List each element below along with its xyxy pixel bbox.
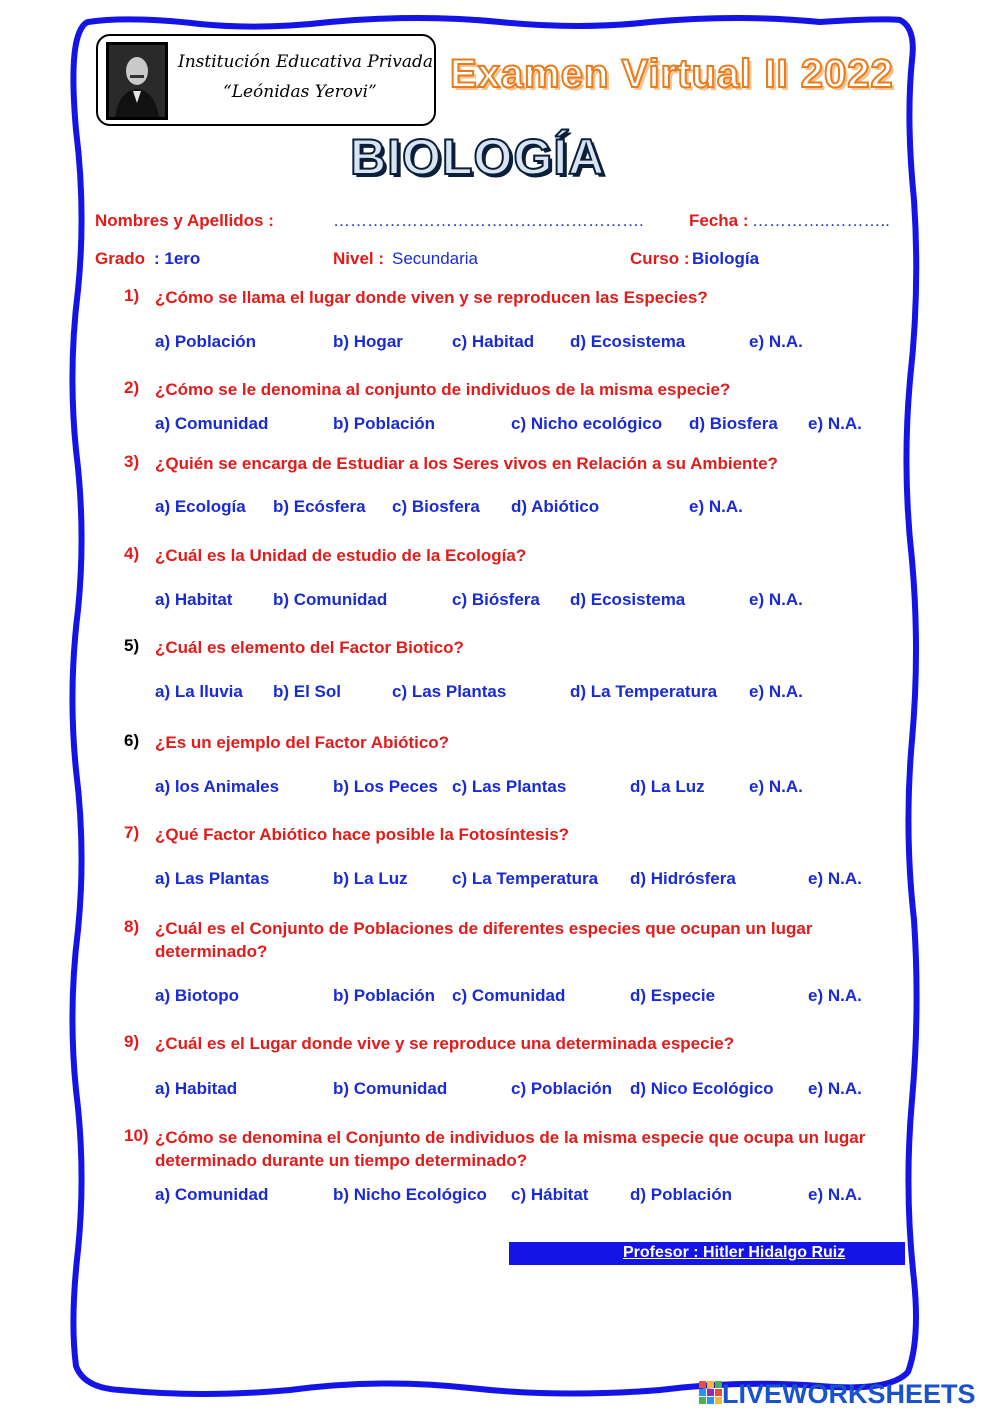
question-number: 9) (124, 1032, 140, 1051)
option-d[interactable]: d) Abiótico (511, 497, 600, 516)
option-d[interactable]: d) Ecosistema (570, 332, 686, 351)
question-number: 3) (124, 452, 140, 471)
option-c[interactable]: c) Nicho ecológico (511, 414, 663, 433)
exam-title: Examen Virtual II 2022 (450, 52, 894, 96)
option-e[interactable]: e) N.A. (689, 497, 743, 516)
course-label: Curso : (630, 249, 690, 268)
option-b[interactable]: b) La Luz (333, 869, 408, 888)
question-text: ¿Cuál es el Lugar donde vive y se reproduce una determinada especie? (155, 1034, 735, 1053)
option-c[interactable]: c) Habitad (452, 332, 535, 351)
question-text: ¿Cuál es el Conjunto de Poblaciones de diferentes especies que ocupan un lugar determinado? (155, 919, 813, 961)
school-name-line1: Institución Educativa Privada (178, 52, 434, 72)
option-b[interactable]: b) Comunidad (333, 1079, 448, 1098)
question-number: 10) (124, 1126, 149, 1145)
option-a[interactable]: a) Población (155, 332, 257, 351)
question-number: 6) (124, 731, 140, 750)
option-b[interactable]: b) Población (333, 986, 435, 1005)
option-c[interactable]: c) Biósfera (452, 590, 540, 609)
option-a[interactable]: a) Habitat (155, 590, 233, 609)
subject-title: BIOLOGÍA (350, 129, 606, 185)
option-d[interactable]: d) La Luz (630, 777, 705, 796)
liveworksheets-watermark: LIVEWORKSHEETS (722, 1379, 976, 1409)
option-e[interactable]: e) N.A. (808, 414, 862, 433)
option-e[interactable]: e) N.A. (749, 332, 803, 351)
teacher-name: Profesor : Hitler Hidalgo Ruiz (623, 1244, 846, 1261)
question-text: ¿Cuál es la Unidad de estudio de la Ecología? (155, 546, 527, 565)
option-e[interactable]: e) N.A. (808, 1079, 862, 1098)
option-a[interactable]: a) los Animales (155, 777, 280, 796)
question-text: ¿Cómo se llama el lugar donde viven y se reproducen las Especies? (155, 288, 708, 307)
option-e[interactable]: e) N.A. (808, 1185, 862, 1204)
option-b[interactable]: b) Los Peces (333, 777, 438, 796)
liveworksheets-logo-icon (698, 1380, 724, 1406)
option-b[interactable]: b) Comunidad (273, 590, 388, 609)
option-d[interactable]: d) Biosfera (689, 414, 778, 433)
question-text: ¿Cuál es elemento del Factor Biotico? (155, 638, 464, 657)
question-number: 1) (124, 286, 140, 305)
level-value: Secundaria (392, 249, 479, 268)
option-e[interactable]: e) N.A. (749, 682, 803, 701)
option-b[interactable]: b) Ecósfera (273, 497, 366, 516)
option-c[interactable]: c) Población (511, 1079, 613, 1098)
option-d[interactable]: d) La Temperatura (570, 682, 718, 701)
date-label: Fecha : (689, 211, 749, 230)
option-b[interactable]: b) Nicho Ecológico (333, 1185, 487, 1204)
school-header (96, 34, 436, 126)
question-text: ¿Es un ejemplo del Factor Abiótico? (155, 733, 450, 752)
date-field[interactable]: …………..……….. (752, 211, 890, 230)
option-e[interactable]: e) N.A. (808, 869, 862, 888)
names-field[interactable]: ………………………………………………. (333, 211, 644, 230)
founder-portrait (106, 42, 168, 120)
option-b[interactable]: b) Población (333, 414, 435, 433)
option-c[interactable]: c) Comunidad (452, 986, 566, 1005)
option-d[interactable]: d) Nico Ecológico (630, 1079, 774, 1098)
question-number: 5) (124, 636, 140, 655)
option-c[interactable]: c) La Temperatura (452, 869, 599, 888)
option-d[interactable]: d) Especie (630, 986, 716, 1005)
grade-label: Grado (95, 249, 146, 268)
option-a[interactable]: a) Habitad (155, 1079, 238, 1098)
option-a[interactable]: a) La lluvia (155, 682, 243, 701)
question-text: ¿Quién se encarga de Estudiar a los Seres vivos en Relación a su Ambiente? (155, 454, 778, 473)
question-text: ¿Qué Factor Abiótico hace posible la Fotosíntesis? (155, 825, 570, 844)
teacher-bar (509, 1242, 905, 1265)
option-c[interactable]: c) Biosfera (392, 497, 480, 516)
option-b[interactable]: b) El Sol (273, 682, 341, 701)
option-d[interactable]: d) Ecosistema (570, 590, 686, 609)
course-value: Biología (692, 249, 760, 268)
option-c[interactable]: c) Hábitat (511, 1185, 589, 1204)
question-number: 4) (124, 544, 140, 563)
option-b[interactable]: b) Hogar (333, 332, 403, 351)
question-text: ¿Cómo se le denomina al conjunto de individuos de la misma especie? (155, 380, 731, 399)
names-label: Nombres y Apellidos : (95, 211, 274, 230)
question-number: 7) (124, 823, 140, 842)
option-d[interactable]: d) Hidrósfera (630, 869, 736, 888)
question-number: 8) (124, 917, 140, 936)
option-a[interactable]: a) Ecología (155, 497, 246, 516)
level-label: Nivel : (333, 249, 385, 268)
option-e[interactable]: e) N.A. (749, 590, 803, 609)
option-a[interactable]: a) Biotopo (155, 986, 240, 1005)
option-c[interactable]: c) Las Plantas (452, 777, 567, 796)
question-number: 2) (124, 378, 140, 397)
grade-value: : 1ero (154, 249, 201, 268)
option-e[interactable]: e) N.A. (749, 777, 803, 796)
option-a[interactable]: a) Las Plantas (155, 869, 270, 888)
option-a[interactable]: a) Comunidad (155, 1185, 269, 1204)
question-text: ¿Cómo se denomina el Conjunto de individuos de la misma especie que ocupa un lugar determinado durante un tiempo determinado? (155, 1128, 866, 1170)
option-c[interactable]: c) Las Plantas (392, 682, 507, 701)
option-a[interactable]: a) Comunidad (155, 414, 269, 433)
school-name-line2: “Leónidas Yerovi” (223, 82, 377, 102)
option-e[interactable]: e) N.A. (808, 986, 862, 1005)
option-d[interactable]: d) Población (630, 1185, 732, 1204)
